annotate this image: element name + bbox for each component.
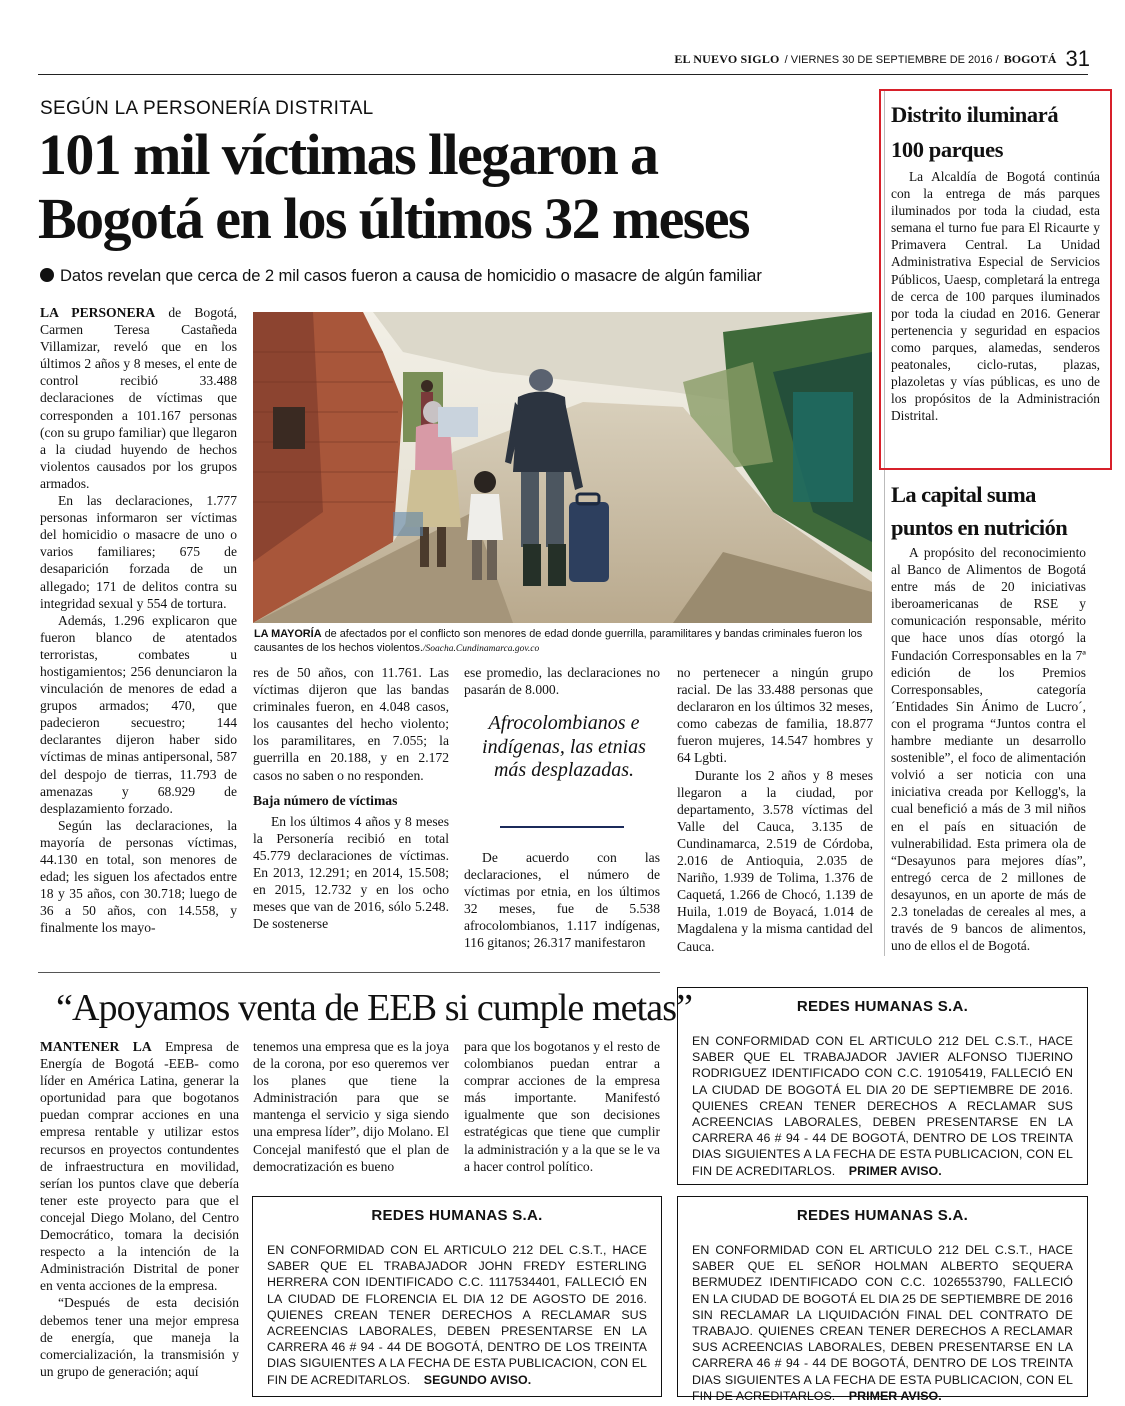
deck	[40, 266, 880, 286]
caption-lead: LA MAYORÍA	[254, 628, 322, 640]
section-rule	[38, 972, 660, 973]
notice-title: REDES HUMANAS S.A.	[796, 1207, 969, 1224]
deck-text: Datos revelan que cerca de 2 mil casos fueron a causa de homicidio o masacre de algún familiar	[60, 266, 762, 285]
article-photo	[253, 312, 872, 623]
notice-title: REDES HUMANAS S.A.	[371, 1207, 543, 1224]
header-date: / VIERNES 30 DE SEPTIEMBRE DE 2016 /	[784, 54, 999, 66]
photo-credit: /Soacha.Cundinamarca.gov.co	[422, 644, 540, 654]
paper-name: EL NUEVO SIGLO	[674, 52, 780, 66]
lead-in: LA PERSONERA	[40, 305, 156, 320]
page-header	[600, 46, 1090, 74]
legal-notice-1: REDES HUMANAS S.A. EN CONFORMIDAD CON EL ARTICULO 212 DEL C.S.T., HACE SABER QUE EL TRABAJADOR JAVIER ALFONSO TIJERINO RODRIGUEZ IDENTIFICADO CON C.C. 19105419, FALLECIÓ EN LA CIUDAD DE BOGOTÁ EL DIA 20 DE SEPTIEMBRE DE 2016. QUIENES CREAN TENER DERECHOS A RECLAMAR SUS ACREENCIAS LABORALES, DEBEN PRESENTARSE EN LA CARRERA 46 # 94 - 44 DE BOGOTÁ, DENTRO DE LOS TREINTA DIAS SIGUIENTES A LA FECHA DE ESTA PUBLICACION, CON EL FIN DE ACREDITARLOS. PRIMER AVISO.	[677, 987, 1088, 1185]
pull-quote: Afrocolombianos e indígenas, las etnias más desplazadas.	[482, 712, 646, 781]
eeb-lead-in: MANTENER LA	[40, 1039, 152, 1054]
photo-caption: LA MAYORÍA de afectados por el conflicto son menores de edad donde guerrilla, paramilitares y bandas criminales fueron los causantes de los hechos violentos./Soacha.Cundinamarca.gov.co	[254, 628, 863, 654]
side1-title: Distrito iluminará 100 parques	[891, 102, 1059, 162]
headline-line-2: Bogotá en los últimos 32 meses	[38, 186, 749, 251]
article-column-2: res de 50 años, con 11.761. Las víctimas dijeron que las bandas criminales fueron, en 4.048 casos, los causantes del hecho violento; los paramilitares, en 7.055; la guerrilla en 20.188, y en 2.172 casos no saben o no responden. Baja número de víctimas En los últimos 4 años y 8 meses la Personería recibió en total 45.779 declaraciones de víctimas. En 2013, 12.291; en 2014, 15.508; en 2015, 12.732 y en los ocho meses que van de 2016, sólo 5.248. De sostenerse	[253, 665, 449, 932]
page-number: 31	[1065, 46, 1090, 71]
pull-quote-rule	[500, 826, 624, 828]
article-column-4: no pertenecer a ningún grupo racial. De las 33.488 personas que declararon en los últimos 32 meses, como cabezas de familia, 18.877 fueron mujeres, 14.547 hombres y 64 Lgbti. Durante los 2 años y 8 meses llegaron a la ciudad, por departamento, 3.578 víctimas del Valle del Cauca, 3.135 de Cundinamarca, 2.519 de Córdoba, 2.016 de Antioquia, 2.035 de Nariño, 1.939 de Tolima, 1.376 de Caquetá, 1.266 de Chocó, 1.139 de Huila, 1.019 de Boyacá, 1.014 de Magdalena y la misma cantidad del Cauca.	[677, 665, 873, 954]
article-column-1: LA PERSONERA de Bogotá, Carmen Teresa Castañeda Villamizar, reveló que en los últimos 2 años y 8 meses, el ente de control recibió 33.488 declaraciones de víctimas que corresponden a 101.167 personas (con su grupo familiar) que llegaron a la ciudad huyendo de hechos violentos causados por los grupos armados. En las declaraciones, 1.777 personas informaron ser víctimas del homicidio o masacre de uno o varios familiares; 675 de desaparición forzada de un allegado; 171 de delitos contra su integridad sexual y 554 de tortura. Además, 1.296 explicaron que fueron blanco de atentados terroristas, combates u hostigamientos; 256 denunciaron la vinculación de menores de edad a grupos armados; 470, que padecieron secuestro; 144 declarantes dijeron haber sido víctimas de minas antipersonal, 587 del despojo de tierras, 11.793 de amenazas y 68.929 de desplazamiento forzado. Según las declaraciones, la mayoría de personas víctimas, 44.130 en total, son menores de edad; les siguen los afectados entre 18 y 35 años, con 30.718; luego de 36 a 50 años, con 14.558, y finalmente los mayo-	[40, 305, 238, 936]
side2-title: La capital suma puntos en nutrición	[891, 482, 1068, 540]
legal-notice-2: REDES HUMANAS S.A. EN CONFORMIDAD CON EL ARTICULO 212 DEL C.S.T., HACE SABER QUE EL TRABAJADOR JOHN FREDY ESTERLING HERRERA CON IDENTIFICADO C.C. 1117534401, FALLECIÓ EN LA CIUDAD DE FLORENCIA EL DIA 12 DE AGOSTO DE 2016. QUIENES CREAN TENER DERECHOS A RECLAMAR SUS ACREENCIAS LABORALES, DEBEN PRESENTARSE EN LA CARRERA 46 # 94 - 44 DE BOGOTÁ, DENTRO DE LOS TREINTA DIAS SIGUIENTES A LA FECHA DE ESTA PUBLICACION, CON EL FIN DE ACREDITARLOS. SEGUNDO AVISO.	[252, 1196, 662, 1397]
legal-notice-3: REDES HUMANAS S.A. EN CONFORMIDAD CON EL ARTICULO 212 DEL C.S.T., HACE SABER QUE EL SEÑOR HOLMAN ALBERTO SEQUERA BERMUDEZ IDENTIFICADO CON C.C. 1026553790, FALLECIÓ EN LA CIUDAD DE BOGOTÁ EL DIA 25 DE SEPTIEMBRE DE 2016 SIN RECLAMAR LA LIQUIDACIÓN FINAL DEL CONTRATO DE TRABAJO. QUIENES CREAN TENER DERECHOS A RECLAMAR SUS ACREENCIAS LABORALES, DEBEN PRESENTARSE EN LA CARRERA 46 # 94 - 44 DE BOGOTÁ, DENTRO DE LOS TREINTA DIAS SIGUIENTES A LA FECHA DE ESTA PUBLICACION, CON EL FIN DE ACREDITARLOS. PRIMER AVISO.	[677, 1196, 1088, 1397]
deck-bullet-icon	[40, 268, 54, 282]
eeb-column-1: MANTENER LA Empresa de Energía de Bogotá -EEB- como líder en América Latina, generar la oportunidad para que bogotanos puedan comprar acciones en una empresa rentable y utilizar estos recursos en proyectos contundentes de infraestructura en movilidad, serían los puntos clave que debería tener este proyecto para que el concejal Diego Molano, del Centro Democrático, tomara la decisión respecto a la intención de la Administración Distrital de poner en venta acciones de la empresa. “Después de esta decisión debemos tener una mejor empresa de energía, que maneja la comercialización, la transmisión y un grupo de generación; aquí	[40, 1039, 239, 1379]
side2-body: A propósito del reconocimiento al Banco de Alimentos de Bogotá entre más de 20 iniciativas iberoamericanas de RSE y comunicación responsable, mérito que hace unos días otorgó la Fundación Corresponsables en la 7ª edición de los Premios Corresponsables, categoría ´Entidades Sin Ánimo de Lucro´, con el programa “Juntos contra el hambre mediante un desarrollo sostenible”, el foco de alimentación volvió a ser noticia con una iniciativa creada por Kellogg's, la cual benefició a más de 3 mil niños en el país en situación de vulnerabilidad. Esta primera ola de “Desayunos para mejores días”, entregó cerca de 2 millones de desayunos, en un aporte de más de 2.3 toneladas de cereales al mes, a través de 9 bancos de alimentos, uno de ellos el de Bogotá.	[891, 545, 1086, 954]
kicker: SEGÚN LA PERSONERÍA DISTRITAL	[40, 98, 374, 119]
photo-scene	[253, 312, 872, 623]
notice-tag: PRIMER AVISO.	[848, 1163, 942, 1178]
subhead: Baja número de víctimas	[253, 792, 398, 808]
side1-body: La Alcaldía de Bogotá continúa con la entrega de más parques iluminados por toda la ciudad, esta semana el turno fue para El Ricaurte y Primavera Central. La Unidad Administrativa Especial de Servicios Públicos, Uaesp, completará la entrega de cerca de 100 parques iluminados por toda la ciudad en 2016. Generar pertenencia y seguridad en espacios como parques, alamedas, senderos peatonales, ciclo-rutas, plazas, plazoletas y vías públicas, es uno de los propósitos de la Administración Distrital.	[891, 169, 1100, 424]
article-column-3: ese promedio, las declaraciones no pasarán de 8.000.	[464, 665, 660, 698]
notice-title: REDES HUMANAS S.A.	[796, 998, 969, 1015]
headline-line-1: 101 mil víctimas llegaron a	[38, 122, 658, 187]
notice-tag: SEGUNDO AVISO.	[423, 1372, 532, 1387]
eeb-headline: “Apoyamos venta de EEB si cumple metas”	[56, 987, 693, 1029]
notice-tag: PRIMER AVISO.	[848, 1388, 942, 1403]
eeb-column-3: para que los bogotanos y el resto de colombianos puedan entrar a comprar acciones de la empresa más importante. Manifestó igualmente que son decisiones estratégicas que tiene que cumplir la administración y a la que se le va a hacer control político.	[464, 1039, 660, 1174]
header-rule	[38, 74, 1088, 75]
header-section: BOGOTÁ	[1003, 52, 1057, 66]
article-column-3b: De acuerdo con las declaraciones, el número de víctimas por etnia, en los últimos 32 meses, fue de 5.538 afrocolombianos, 1.117 indígenas, 116 gitanos; 26.317 manifestaron	[464, 850, 660, 951]
eeb-column-2: tenemos una empresa que es la joya de la corona, por eso queremos ver los planes que tiene la Administración para que se mantenga el servicio y siga siendo una empresa líder”, dijo Molano. El Concejal manifestó que el plan de democratización es bueno	[253, 1039, 449, 1174]
